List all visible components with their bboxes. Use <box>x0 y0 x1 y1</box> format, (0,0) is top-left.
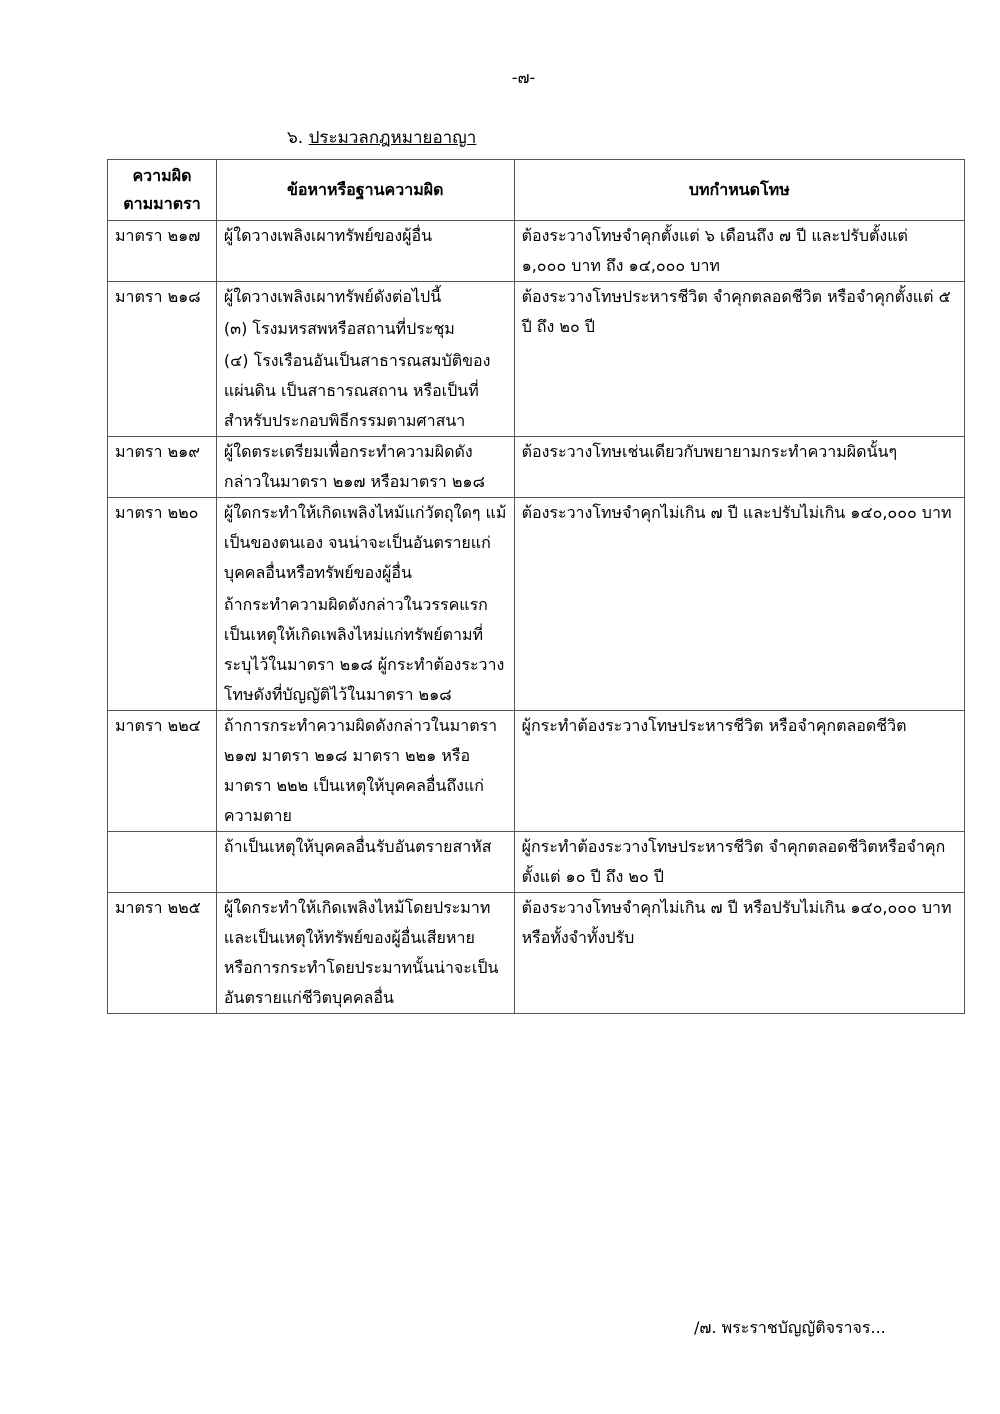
table-row <box>108 282 965 437</box>
table-row <box>108 437 965 498</box>
footer-continuation-note: /๗. พระราชบัญญัติจราจร... <box>694 1318 886 1337</box>
row-offense <box>216 498 514 711</box>
row-offense <box>216 437 514 498</box>
table-row <box>108 893 965 1014</box>
row-offense <box>216 893 514 1014</box>
offense-text: ผู้ใดกระทำให้เกิดเพลิงไหม้แก่วัตถุใดๆ แม้เป็นของตนเอง จนน่าจะเป็นอันตรายแก่บุคคลอื่นหรือทรัพย์ของผู้อื่น <box>223 503 507 582</box>
offense-text: (๔) โรงเรือนอันเป็นสาธารณสมบัติของแผ่นดิน เป็นสาธารณสถาน หรือเป็นที่สำหรับประกอบพิธีกรรมตามศาสนา <box>223 351 491 430</box>
row-penalty: ต้องระวางโทษเช่นเดียวกับพยายามกระทำความผิดนั้นๆ <box>514 437 964 498</box>
row-section: มาตรา ๒๒๔ <box>108 711 217 832</box>
row-section: มาตรา ๒๑๙ <box>108 437 217 498</box>
table-row <box>108 498 965 711</box>
penalty-table <box>107 159 965 1014</box>
table-header-row <box>108 160 965 221</box>
header-section: ความผิด ตามมาตรา <box>108 160 217 221</box>
row-section: มาตรา ๒๒๕ <box>108 893 217 1014</box>
offense-text: (๓) โรงมหรสพหรือสถานที่ประชุม <box>223 319 455 338</box>
section-title: ประมวลกฎหมายอาญา <box>308 128 477 148</box>
row-penalty: ต้องระวางโทษจำคุกตั้งแต่ ๖ เดือนถึง ๗ ปี และปรับตั้งแต่ ๑,๐๐๐ บาท ถึง ๑๔,๐๐๐ บาท <box>514 221 964 282</box>
row-offense <box>216 832 514 893</box>
offense-text: ถ้าเป็นเหตุให้บุคคลอื่นรับอันตรายสาหัส <box>223 837 492 856</box>
offense-text: ถ้ากระทำความผิดดังกล่าวในวรรคแรก เป็นเหตุให้เกิดเพลิงไหม่แก่ทรัพย์ตามที่ระบุไว้ในมาตรา ๒๑๘ ผู้กระทำต้องระวางโทษดังที่บัญญัติไว้ในมาตรา ๒๑๘ <box>223 595 505 704</box>
table-row <box>108 711 965 832</box>
row-section: มาตรา ๒๑๘ <box>108 282 217 437</box>
row-penalty: ต้องระวางโทษประหารชีวิต จำคุกตลอดชีวิต หรือจำคุกตั้งแต่ ๕ ปี ถึง ๒๐ ปี <box>514 282 964 437</box>
offense-text: ถ้าการกระทำความผิดดังกล่าวในมาตรา ๒๑๗ มาตรา ๒๑๘ มาตรา ๒๒๑ หรือมาตรา ๒๒๒ เป็นเหตุให้บุคคลอื่นถึงแก่ความตาย <box>223 716 498 825</box>
row-penalty: ผู้กระทำต้องระวางโทษประหารชีวิต หรือจำคุกตลอดชีวิต <box>514 711 964 832</box>
header-offense: ข้อหาหรือฐานความผิด <box>216 160 514 221</box>
section-heading <box>287 124 476 151</box>
table-row <box>108 221 965 282</box>
offense-text: ผู้ใดวางเพลิงเผาทรัพย์ดังต่อไปนี้ <box>223 287 442 306</box>
section-number: ๖. <box>287 128 304 148</box>
offense-text: ผู้ใดวางเพลิงเผาทรัพย์ของผู้อื่น <box>223 226 433 245</box>
row-section <box>108 832 217 893</box>
row-penalty: ต้องระวางโทษจำคุกไม่เกิน ๗ ปี และปรับไม่เกิน ๑๔๐,๐๐๐ บาท <box>514 498 964 711</box>
row-offense <box>216 711 514 832</box>
page-number: -๗- <box>511 68 536 87</box>
row-section: มาตรา ๒๒๐ <box>108 498 217 711</box>
offense-text: ผู้ใดตระเตรียมเพื่อกระทำความผิดดังกล่าวในมาตรา ๒๑๗ หรือมาตรา ๒๑๘ <box>223 442 485 491</box>
row-penalty: ต้องระวางโทษจำคุกไม่เกิน ๗ ปี หรือปรับไม่เกิน ๑๔๐,๐๐๐ บาท หรือทั้งจำทั้งปรับ <box>514 893 964 1014</box>
offense-text: ผู้ใดกระทำให้เกิดเพลิงไหม้โดยประมาท และเป็นเหตุให้ทรัพย์ของผู้อื่นเสียหาย หรือการกระทำโดยประมาทนั้นน่าจะเป็นอันตรายแก่ชีวิตบุคคลอื่น <box>223 898 499 1007</box>
row-section: มาตรา ๒๑๗ <box>108 221 217 282</box>
row-offense <box>216 221 514 282</box>
row-offense <box>216 282 514 437</box>
row-penalty: ผู้กระทำต้องระวางโทษประหารชีวิต จำคุกตลอดชีวิตหรือจำคุกตั้งแต่ ๑๐ ปี ถึง ๒๐ ปี <box>514 832 964 893</box>
table-row <box>108 832 965 893</box>
header-penalty: บทกำหนดโทษ <box>514 160 964 221</box>
